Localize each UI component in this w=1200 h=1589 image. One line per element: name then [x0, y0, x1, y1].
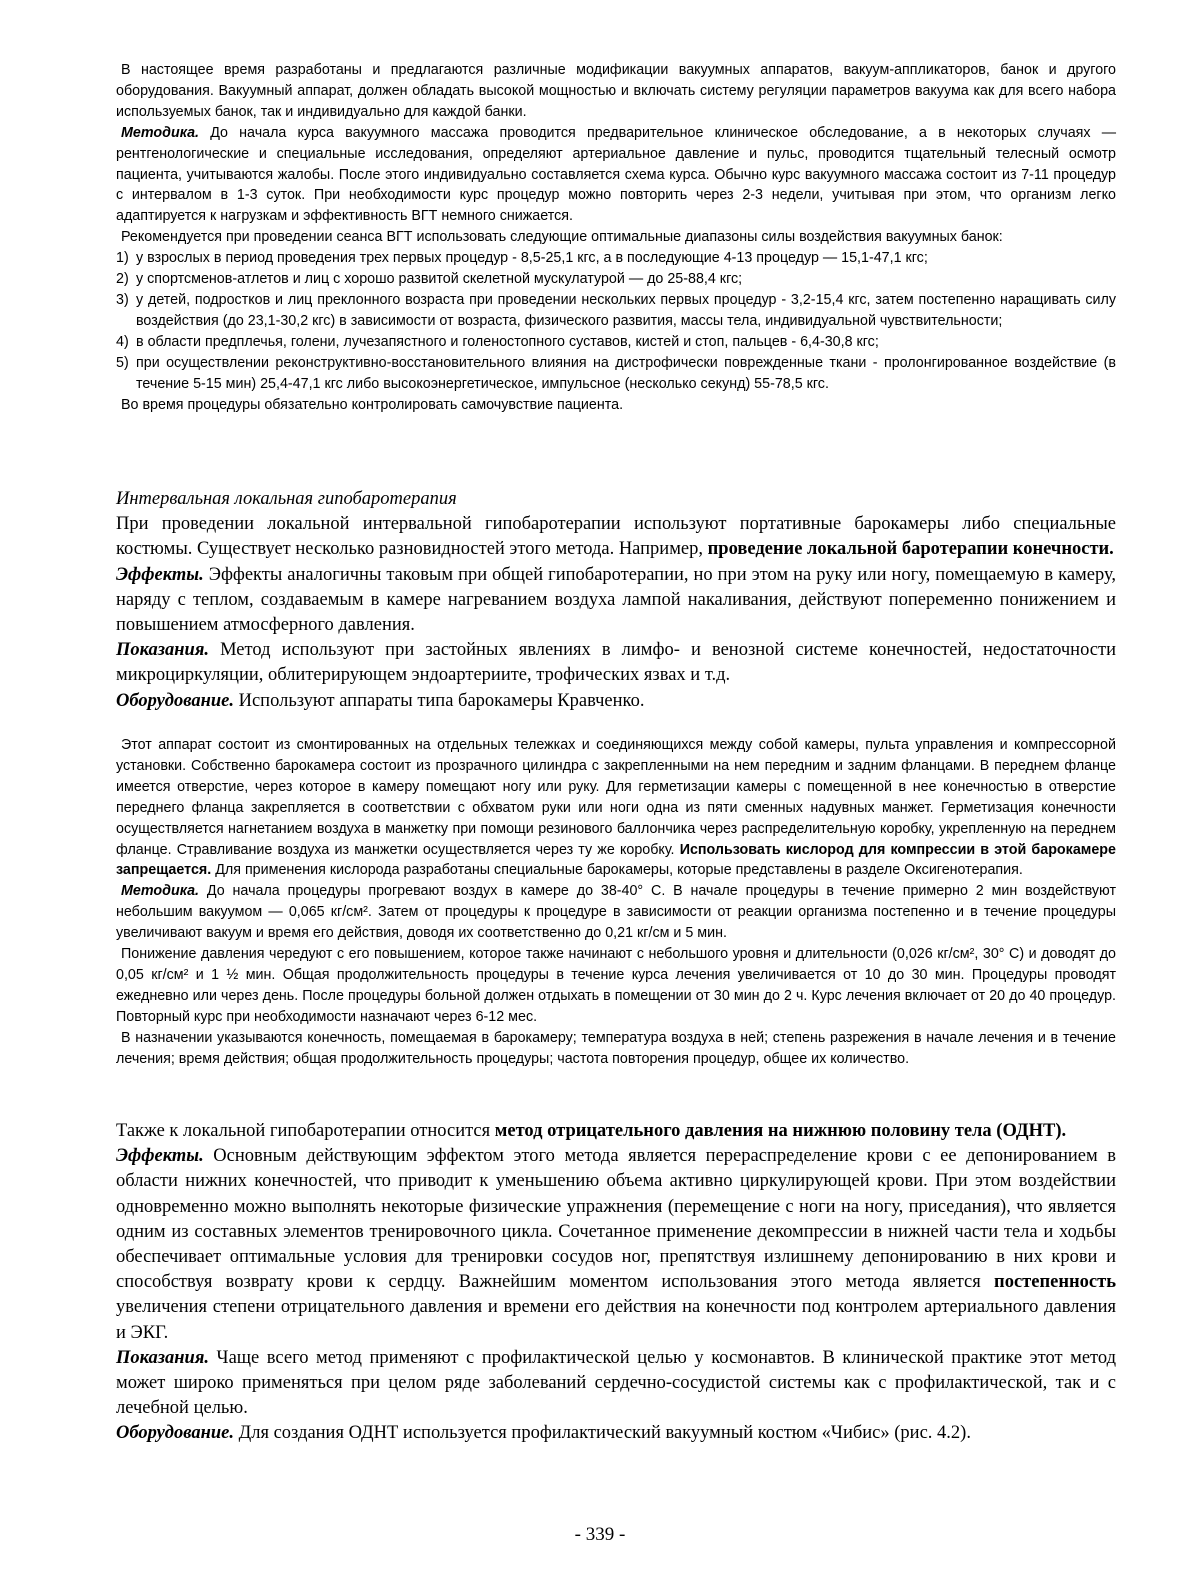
indications-text: Чаще всего метод применяют с профилактической целью у космонавтов. В клинической практике этот метод может широко применяться при целом ряде заболеваний сердечно-сосудистой системы как с профилактической, так и с лечебной целью. — [116, 1347, 1116, 1419]
apparatus-text: Этот аппарат состоит из смонтированных на отдельных тележках и соединяющихся между собой камеры, пульта управления и компрессорной установки. Собственно барокамера состоит из прозрачного цилиндра с закрепленными на нем передним и задним фланцами. В переднем фланце имеется отверстие, через которое в камеру помещают ногу или руку. Для герметизации камеры с помещенной в нее конечностью в отверстие переднего фланца закрепляется в соответствии с обхватом руки или ноги одна из пяти сменных надувных манжет. Герметизация конечности осуществляется нагнетанием воздуха в манжетку при помощи резинового баллончика через распределительную коробку, укрепленную на переднем фланце. Стравливание воздуха из манжетки осуществляется через ту же коробку. — [116, 737, 1116, 858]
effects-text: Основным действующим эффектом этого метода является перераспределение крови с ее депонированием в области нижних конечностей, что приводит к уменьшению объема активно циркулирующей крови. При этом воздействии одновременно можно выполнять некоторые физические упражнения (перемещение с ноги на ногу, приседания), что является одним из составных элементов тренировочного цикла. Сочетанное применение декомпрессии в нижней части тела и ходьбы обеспечивает оптимальные условия для тренировки сосудов ног, препятствуя излишнему депонированию в них крови и способствуя возврату крови к сердцу. Важнейшим моментом использования этого метода является — [116, 1146, 1116, 1293]
list-item — [116, 353, 1116, 395]
list-text: у спортсменов-атлетов и лиц с хорошо развитой скелетной мускулатурой — до 25-88,4 кгс; — [136, 271, 743, 288]
paragraph-effects — [116, 1144, 1116, 1346]
intro-text: При проведении локальной интервальной гипобаротерапии используют портативные барокамеры либо специальные костюмы. Существует несколько разновидностей этого метода. Например, — [116, 514, 1116, 560]
label-effects: Эффекты. — [116, 1146, 204, 1167]
paragraph-recommendation: Рекомендуется при проведении сеанса ВГТ использовать следующие оптимальные диапазоны силы воздействия вакуумных банок: — [121, 229, 1003, 246]
paragraph-apparatus — [116, 735, 1116, 881]
paragraph-indications — [116, 638, 1116, 688]
paragraph-equipment — [116, 689, 1116, 714]
negative-pressure-section — [116, 1119, 1116, 1447]
method-text: До начала процедуры прогревают воздух в камере до 38-40° С. В начале процедуры в течение примерно 2 мин воздействуют небольшим вакуумом — 0,065 кг/см². Затем от процедуры к процедуре в зависимости от реакции организма постепенно и в течение процедуры увеличивают вакуум и время его действия, доводя их соответственно до 0,21 кг/см и 5 мин. — [116, 883, 1116, 942]
list-text: у взрослых в период проведения трех первых процедур - 8,5-25,1 кгс, а в последующие 4-13 процедур — 15,1-47,1 кгс; — [136, 250, 928, 267]
list-number: 3) — [116, 291, 129, 308]
paragraph-equipment — [116, 1421, 1116, 1446]
odnt-bold-text: метод отрицательного давления на нижнюю половину тела (ОДНТ). — [494, 1121, 1067, 1141]
list-text: при осуществлении реконструктивно-восстановительного влияния на дистрофически поврежденные ткани - пролонгированное воздействие (в течение 5-15 мин) 25,4-47,1 кгс либо высокоэнергетическое, импульсное (несколько секунд) 55-78,5 кгс. — [136, 354, 1116, 392]
list-text: в области предплечья, голени, лучезапястного и голеностопного суставов, кистей и стоп, пальцев - 6,4-30,8 кгс; — [136, 333, 879, 350]
vacuum-massage-section — [116, 60, 1116, 415]
equipment-text: Используют аппараты типа барокамеры Кравченко. — [233, 690, 645, 711]
paragraph-method — [116, 123, 1116, 228]
paragraph-indications — [116, 1346, 1116, 1422]
paragraph-equipment: В настоящее время разработаны и предлагаются различные модификации вакуумных аппаратов, вакуум-аппликаторов, банок и другого оборудования. Вакуумный аппарат, должен обладать высокой мощностью и включать систему регуляции параметров вакуума как для всего набора используемых банок, так и индивидуально для каждой банки. — [116, 62, 1116, 120]
intro-bold-text: проведение локальной баротерапии конечности. — [707, 539, 1114, 560]
page-number: - 339 - — [574, 1524, 626, 1545]
label-equipment: Оборудование. — [116, 690, 234, 711]
effects-text: Эффекты аналогичны таковым при общей гипобаротерапии, но при этом на руку или ногу, помещаемую в камеру, наряду с теплом, создаваемым в камере нагреванием воздуха лампой накаливания, действуют попеременно понижением и повышением атмосферного давления. — [116, 564, 1116, 636]
label-indications: Показания. — [116, 640, 209, 661]
equipment-text: Для создания ОДНТ используется профилактический вакуумный костюм «Чибис» (рис. 4.2). — [233, 1423, 971, 1444]
local-hypobarotherapy-section — [116, 487, 1116, 714]
list-number: 5) — [116, 354, 129, 371]
gradualness-text: постепенность — [994, 1272, 1116, 1293]
label-effects: Эффекты. — [116, 564, 204, 585]
odnt-intro-text: Также к локальной гипобаротерапии относится — [116, 1121, 495, 1141]
list-number: 2) — [116, 271, 129, 288]
paragraph-effects — [116, 563, 1116, 639]
paragraph-prescription: В назначении указываются конечность, помещаемая в барокамеру; температура воздуха в ней; степень разрежения в начале лечения и в течение лечения; время действия; общая продолжительность процедуры; частота повторения процедур, общее их количество. — [116, 1029, 1116, 1067]
section-heading: Интервальная локальная гипобаротерапия — [116, 489, 457, 509]
label-method: Методика. — [121, 883, 200, 900]
paragraph-intro — [116, 512, 1116, 562]
list-item — [116, 332, 1116, 353]
paragraph-odnt-intro — [116, 1119, 1116, 1144]
indications-text: Метод используют при застойных явлениях в лимфо- и венозной системе конечностей, недостаточности микроциркуляции, облитерирующем эндоартериите, трофических язвах и т.д. — [116, 640, 1116, 686]
paragraph-pressure: Понижение давления чередуют с его повышением, которое также начинают с небольшого уровня и длительности (0,026 кг/см², 30° С) и доводят до 0,05 кг/см² и 1 ½ мин. Общая продолжительность процедуры в течение курса лечения увеличивается от 10 до 30 мин. Процедуры проводят ежедневно или через день. После процедуры больной должен отдыхать в помещении от 30 мин до 2 ч. Курс лечения включает от 20 до 40 процедур. Повторный курс при необходимости назначают через 6-12 мес. — [116, 946, 1116, 1025]
paragraph-monitoring: Во время процедуры обязательно контролировать самочувствие пациента. — [121, 396, 624, 413]
label-method: Методика. — [121, 124, 200, 141]
list-number: 4) — [116, 333, 129, 350]
kravchenko-chamber-section — [116, 735, 1116, 1070]
list-number: 1) — [116, 250, 129, 267]
oxygen-warning: Использовать кислород для компрессии в этой барокамере запрещается. — [116, 841, 1116, 879]
apparatus-tail-text: Для применения кислорода разработаны специальные барокамеры, которые представлены в разделе Оксигенотерапия. — [211, 862, 1023, 879]
method-text: До начала курса вакуумного массажа проводится предварительное клиническое обследование, а в некоторых случаях — рентгенологические и специальные исследования, определяют артериальное давление и пульс, проводится тщательный телесный осмотр пациента, учитываются жалобы. После этого индивидуально составляется схема курса. Обычно курс вакуумного массажа состоит из 7-11 процедур с интервалом в 1-3 суток. При необходимости курс процедур можно повторить через 2-3 недели, учитывая при этом, что организм легко адаптируется к нагрузкам и эффективность ВГТ немного снижается. — [116, 124, 1116, 225]
effects-tail-text: увеличения степени отрицательного давления и времени его действия на конечности под контролем артериального давления и ЭКГ. — [116, 1297, 1116, 1343]
label-equipment: Оборудование. — [116, 1423, 234, 1444]
label-indications: Показания. — [116, 1347, 209, 1368]
list-text: у детей, подростков и лиц преклонного возраста при проведении нескольких первых процедур - 3,2-15,4 кгс, затем постепенно наращивать силу воздействия (до 23,1-30,2 кгс) в зависимости от возраста, физического развития, массы тела, индивидуальной чувствительности; — [136, 291, 1116, 329]
list-item — [116, 269, 1116, 290]
paragraph-method — [116, 881, 1116, 944]
list-item — [116, 248, 1116, 269]
list-item — [116, 290, 1116, 332]
